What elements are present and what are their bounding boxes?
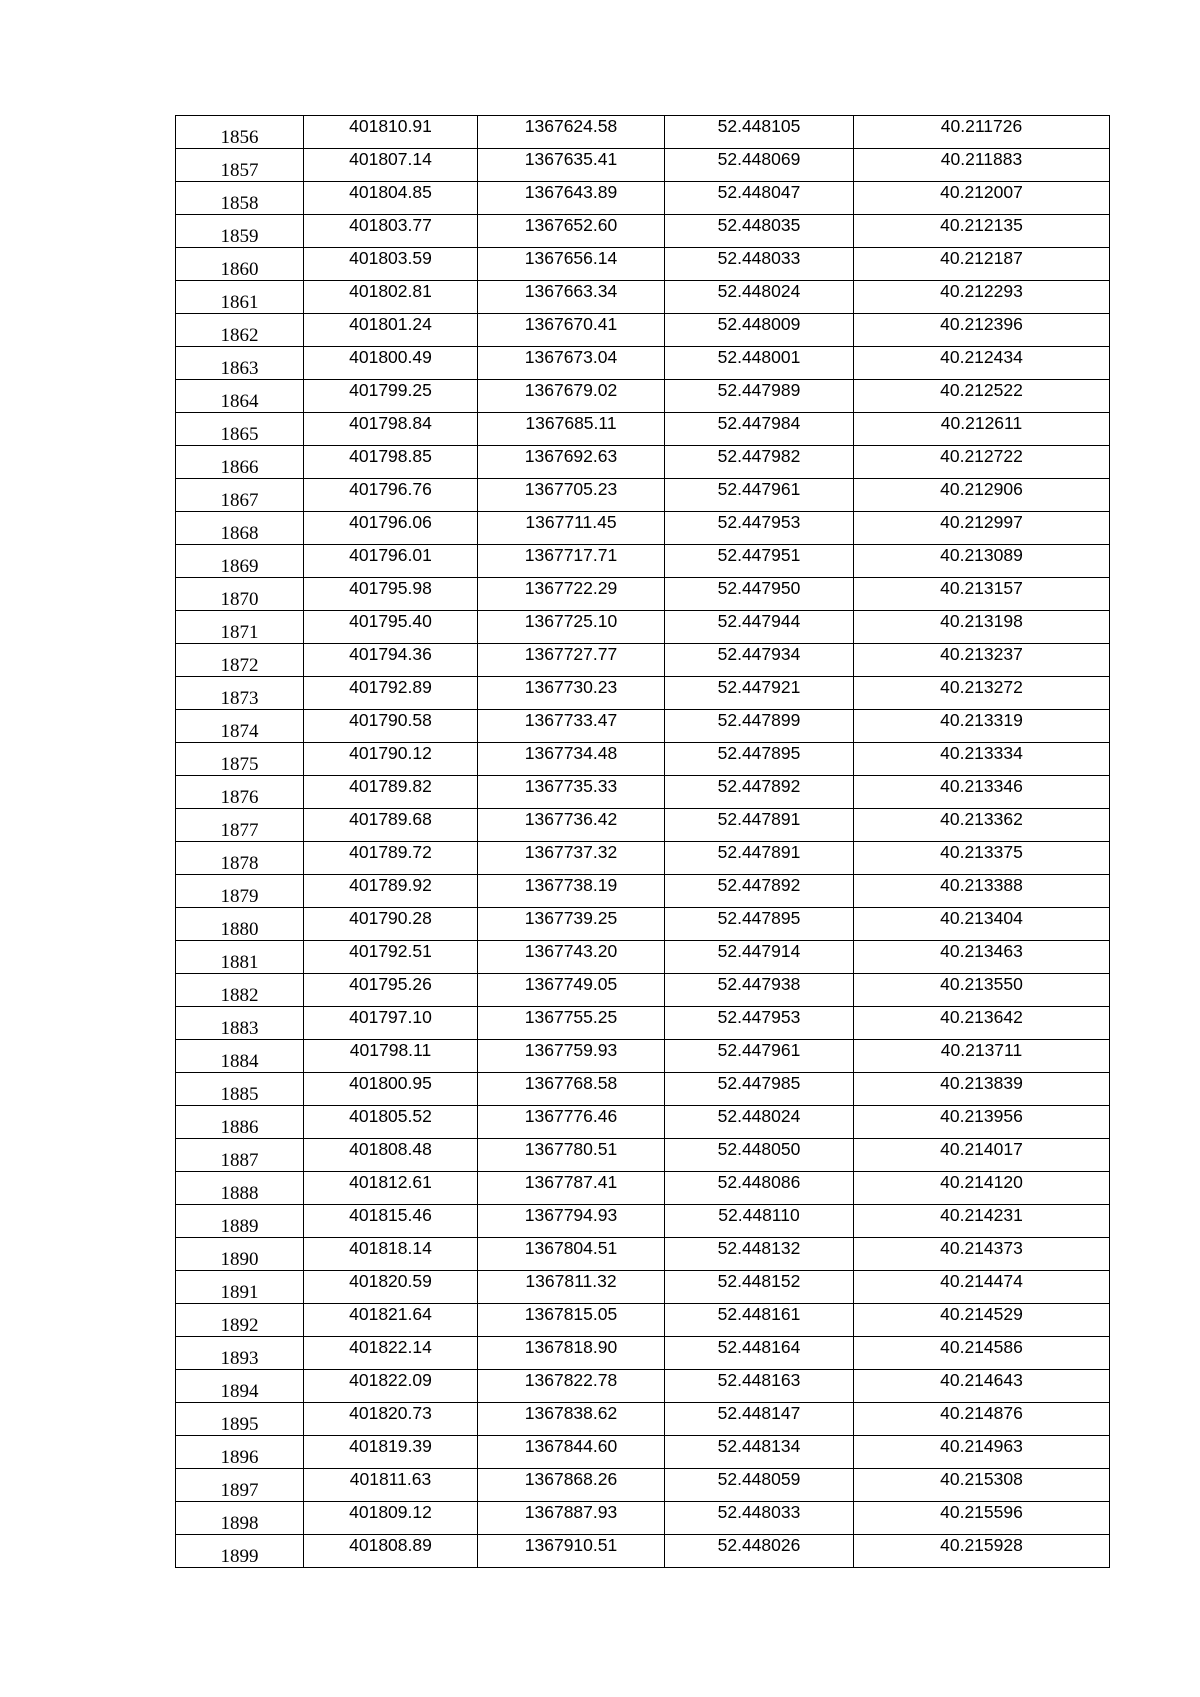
longitude-cell: 40.215308: [854, 1469, 1110, 1502]
coord-x-cell: 401815.46: [304, 1205, 478, 1238]
point-number-cell: 1861: [176, 281, 304, 314]
coord-y-cell: 1367635.41: [478, 149, 665, 182]
latitude-cell: 52.448050: [665, 1139, 854, 1172]
point-number-cell: 1865: [176, 413, 304, 446]
coord-y-cell: 1367663.34: [478, 281, 665, 314]
coord-x-cell: 401820.59: [304, 1271, 478, 1304]
longitude-cell: 40.213346: [854, 776, 1110, 809]
coord-x-cell: 401792.51: [304, 941, 478, 974]
coord-x-cell: 401821.64: [304, 1304, 478, 1337]
point-number-cell: 1869: [176, 545, 304, 578]
longitude-cell: 40.214963: [854, 1436, 1110, 1469]
point-number-cell: 1875: [176, 743, 304, 776]
point-number-cell: 1899: [176, 1535, 304, 1568]
table-row: [176, 1040, 1110, 1073]
latitude-cell: 52.448033: [665, 1502, 854, 1535]
table-row: [176, 149, 1110, 182]
table-row: [176, 1007, 1110, 1040]
point-number-cell: 1863: [176, 347, 304, 380]
latitude-cell: 52.447921: [665, 677, 854, 710]
coord-y-cell: 1367656.14: [478, 248, 665, 281]
table-row: [176, 1403, 1110, 1436]
coord-x-cell: 401805.52: [304, 1106, 478, 1139]
point-number-cell: 1864: [176, 380, 304, 413]
coord-y-cell: 1367743.20: [478, 941, 665, 974]
point-number-cell: 1898: [176, 1502, 304, 1535]
coord-y-cell: 1367815.05: [478, 1304, 665, 1337]
longitude-cell: 40.213334: [854, 743, 1110, 776]
point-number-cell: 1879: [176, 875, 304, 908]
table-row: [176, 578, 1110, 611]
table-row: [176, 1139, 1110, 1172]
point-number-cell: 1866: [176, 446, 304, 479]
latitude-cell: 52.448105: [665, 116, 854, 149]
latitude-cell: 52.447951: [665, 545, 854, 578]
table-row: [176, 974, 1110, 1007]
point-number-cell: 1894: [176, 1370, 304, 1403]
coord-y-cell: 1367838.62: [478, 1403, 665, 1436]
coord-y-cell: 1367725.10: [478, 611, 665, 644]
longitude-cell: 40.212611: [854, 413, 1110, 446]
longitude-cell: 40.212997: [854, 512, 1110, 545]
table-row: [176, 710, 1110, 743]
coord-x-cell: 401790.28: [304, 908, 478, 941]
point-number-cell: 1887: [176, 1139, 304, 1172]
point-number-cell: 1892: [176, 1304, 304, 1337]
latitude-cell: 52.447892: [665, 776, 854, 809]
coord-y-cell: 1367811.32: [478, 1271, 665, 1304]
latitude-cell: 52.448009: [665, 314, 854, 347]
coord-y-cell: 1367733.47: [478, 710, 665, 743]
latitude-cell: 52.448086: [665, 1172, 854, 1205]
point-number-cell: 1896: [176, 1436, 304, 1469]
point-number-cell: 1857: [176, 149, 304, 182]
point-number-cell: 1895: [176, 1403, 304, 1436]
latitude-cell: 52.447961: [665, 1040, 854, 1073]
coord-y-cell: 1367736.42: [478, 809, 665, 842]
coord-y-cell: 1367759.93: [478, 1040, 665, 1073]
coord-x-cell: 401808.48: [304, 1139, 478, 1172]
table-row: [176, 347, 1110, 380]
table-row: [176, 908, 1110, 941]
coord-y-cell: 1367730.23: [478, 677, 665, 710]
latitude-cell: 52.447895: [665, 743, 854, 776]
longitude-cell: 40.213157: [854, 578, 1110, 611]
coord-x-cell: 401797.10: [304, 1007, 478, 1040]
coord-x-cell: 401796.76: [304, 479, 478, 512]
point-number-cell: 1878: [176, 842, 304, 875]
longitude-cell: 40.212722: [854, 446, 1110, 479]
coord-x-cell: 401810.91: [304, 116, 478, 149]
table-row: [176, 1106, 1110, 1139]
latitude-cell: 52.448161: [665, 1304, 854, 1337]
point-number-cell: 1858: [176, 182, 304, 215]
point-number-cell: 1856: [176, 116, 304, 149]
coord-y-cell: 1367652.60: [478, 215, 665, 248]
table-row: [176, 182, 1110, 215]
longitude-cell: 40.213272: [854, 677, 1110, 710]
coord-x-cell: 401798.84: [304, 413, 478, 446]
table-row: [176, 1370, 1110, 1403]
coord-y-cell: 1367755.25: [478, 1007, 665, 1040]
table-row: [176, 644, 1110, 677]
latitude-cell: 52.447934: [665, 644, 854, 677]
coord-y-cell: 1367738.19: [478, 875, 665, 908]
table-row: [176, 1304, 1110, 1337]
latitude-cell: 52.447891: [665, 809, 854, 842]
coord-y-cell: 1367737.32: [478, 842, 665, 875]
latitude-cell: 52.447984: [665, 413, 854, 446]
coord-y-cell: 1367739.25: [478, 908, 665, 941]
longitude-cell: 40.214643: [854, 1370, 1110, 1403]
latitude-cell: 52.447914: [665, 941, 854, 974]
point-number-cell: 1880: [176, 908, 304, 941]
longitude-cell: 40.212396: [854, 314, 1110, 347]
table-row: [176, 1436, 1110, 1469]
longitude-cell: 40.215596: [854, 1502, 1110, 1535]
table-row: [176, 1238, 1110, 1271]
latitude-cell: 52.447961: [665, 479, 854, 512]
longitude-cell: 40.213362: [854, 809, 1110, 842]
table-row: [176, 512, 1110, 545]
longitude-cell: 40.213711: [854, 1040, 1110, 1073]
coord-x-cell: 401790.58: [304, 710, 478, 743]
longitude-cell: 40.213319: [854, 710, 1110, 743]
latitude-cell: 52.448035: [665, 215, 854, 248]
longitude-cell: 40.212293: [854, 281, 1110, 314]
coord-x-cell: 401796.06: [304, 512, 478, 545]
table-row: [176, 611, 1110, 644]
table-row: [176, 1205, 1110, 1238]
point-number-cell: 1860: [176, 248, 304, 281]
coord-x-cell: 401804.85: [304, 182, 478, 215]
coord-x-cell: 401822.09: [304, 1370, 478, 1403]
longitude-cell: 40.213375: [854, 842, 1110, 875]
point-number-cell: 1884: [176, 1040, 304, 1073]
coord-x-cell: 401792.89: [304, 677, 478, 710]
longitude-cell: 40.214373: [854, 1238, 1110, 1271]
point-number-cell: 1889: [176, 1205, 304, 1238]
coord-x-cell: 401794.36: [304, 644, 478, 677]
coord-y-cell: 1367679.02: [478, 380, 665, 413]
coord-x-cell: 401796.01: [304, 545, 478, 578]
longitude-cell: 40.213388: [854, 875, 1110, 908]
point-number-cell: 1886: [176, 1106, 304, 1139]
latitude-cell: 52.448001: [665, 347, 854, 380]
coord-x-cell: 401809.12: [304, 1502, 478, 1535]
coord-y-cell: 1367794.93: [478, 1205, 665, 1238]
latitude-cell: 52.448024: [665, 1106, 854, 1139]
coord-y-cell: 1367822.78: [478, 1370, 665, 1403]
latitude-cell: 52.447895: [665, 908, 854, 941]
latitude-cell: 52.448163: [665, 1370, 854, 1403]
table-row: [176, 1337, 1110, 1370]
point-number-cell: 1874: [176, 710, 304, 743]
table-row: [176, 446, 1110, 479]
longitude-cell: 40.213956: [854, 1106, 1110, 1139]
table-row: [176, 1271, 1110, 1304]
longitude-cell: 40.214586: [854, 1337, 1110, 1370]
coord-x-cell: 401795.40: [304, 611, 478, 644]
table-row: [176, 875, 1110, 908]
point-number-cell: 1888: [176, 1172, 304, 1205]
coord-y-cell: 1367673.04: [478, 347, 665, 380]
coord-y-cell: 1367780.51: [478, 1139, 665, 1172]
table-row: [176, 479, 1110, 512]
longitude-cell: 40.214876: [854, 1403, 1110, 1436]
longitude-cell: 40.213089: [854, 545, 1110, 578]
coord-x-cell: 401795.98: [304, 578, 478, 611]
point-number-cell: 1872: [176, 644, 304, 677]
point-number-cell: 1876: [176, 776, 304, 809]
coord-x-cell: 401790.12: [304, 743, 478, 776]
coord-x-cell: 401818.14: [304, 1238, 478, 1271]
latitude-cell: 52.448024: [665, 281, 854, 314]
coord-y-cell: 1367643.89: [478, 182, 665, 215]
coord-x-cell: 401789.68: [304, 809, 478, 842]
longitude-cell: 40.211883: [854, 149, 1110, 182]
point-number-cell: 1877: [176, 809, 304, 842]
longitude-cell: 40.212906: [854, 479, 1110, 512]
table-row: [176, 380, 1110, 413]
coord-x-cell: 401789.82: [304, 776, 478, 809]
coord-y-cell: 1367749.05: [478, 974, 665, 1007]
point-number-cell: 1870: [176, 578, 304, 611]
coord-x-cell: 401820.73: [304, 1403, 478, 1436]
coord-x-cell: 401800.49: [304, 347, 478, 380]
longitude-cell: 40.214120: [854, 1172, 1110, 1205]
latitude-cell: 52.448069: [665, 149, 854, 182]
table-row: [176, 941, 1110, 974]
table-row: [176, 413, 1110, 446]
coord-y-cell: 1367685.11: [478, 413, 665, 446]
coord-y-cell: 1367727.77: [478, 644, 665, 677]
table-row: [176, 842, 1110, 875]
point-number-cell: 1868: [176, 512, 304, 545]
longitude-cell: 40.212522: [854, 380, 1110, 413]
longitude-cell: 40.213550: [854, 974, 1110, 1007]
point-number-cell: 1897: [176, 1469, 304, 1502]
coord-x-cell: 401798.11: [304, 1040, 478, 1073]
latitude-cell: 52.447892: [665, 875, 854, 908]
latitude-cell: 52.448152: [665, 1271, 854, 1304]
table-row: [176, 1172, 1110, 1205]
table-row: [176, 1469, 1110, 1502]
longitude-cell: 40.214017: [854, 1139, 1110, 1172]
longitude-cell: 40.212187: [854, 248, 1110, 281]
latitude-cell: 52.447953: [665, 512, 854, 545]
table-row: [176, 1535, 1110, 1568]
longitude-cell: 40.214231: [854, 1205, 1110, 1238]
coord-y-cell: 1367887.93: [478, 1502, 665, 1535]
coord-y-cell: 1367776.46: [478, 1106, 665, 1139]
point-number-cell: 1893: [176, 1337, 304, 1370]
table-row: [176, 545, 1110, 578]
longitude-cell: 40.213237: [854, 644, 1110, 677]
longitude-cell: 40.213198: [854, 611, 1110, 644]
point-number-cell: 1862: [176, 314, 304, 347]
coord-x-cell: 401800.95: [304, 1073, 478, 1106]
latitude-cell: 52.448147: [665, 1403, 854, 1436]
point-number-cell: 1883: [176, 1007, 304, 1040]
table-row: [176, 248, 1110, 281]
latitude-cell: 52.448047: [665, 182, 854, 215]
latitude-cell: 52.447989: [665, 380, 854, 413]
point-number-cell: 1891: [176, 1271, 304, 1304]
coord-y-cell: 1367624.58: [478, 116, 665, 149]
longitude-cell: 40.213642: [854, 1007, 1110, 1040]
point-number-cell: 1881: [176, 941, 304, 974]
coordinates-table: [175, 115, 1110, 1568]
point-number-cell: 1859: [176, 215, 304, 248]
latitude-cell: 52.447944: [665, 611, 854, 644]
latitude-cell: 52.448026: [665, 1535, 854, 1568]
coord-x-cell: 401795.26: [304, 974, 478, 1007]
coord-y-cell: 1367844.60: [478, 1436, 665, 1469]
coord-x-cell: 401802.81: [304, 281, 478, 314]
point-number-cell: 1885: [176, 1073, 304, 1106]
coord-y-cell: 1367735.33: [478, 776, 665, 809]
latitude-cell: 52.448059: [665, 1469, 854, 1502]
table-row: [176, 776, 1110, 809]
coord-x-cell: 401822.14: [304, 1337, 478, 1370]
latitude-cell: 52.447938: [665, 974, 854, 1007]
latitude-cell: 52.448033: [665, 248, 854, 281]
coord-y-cell: 1367804.51: [478, 1238, 665, 1271]
coord-y-cell: 1367910.51: [478, 1535, 665, 1568]
coord-y-cell: 1367768.58: [478, 1073, 665, 1106]
table-row: [176, 281, 1110, 314]
latitude-cell: 52.447985: [665, 1073, 854, 1106]
longitude-cell: 40.212434: [854, 347, 1110, 380]
point-number-cell: 1867: [176, 479, 304, 512]
coord-y-cell: 1367787.41: [478, 1172, 665, 1205]
longitude-cell: 40.214529: [854, 1304, 1110, 1337]
coord-x-cell: 401808.89: [304, 1535, 478, 1568]
table-row: [176, 809, 1110, 842]
coordinates-table-body: [176, 116, 1110, 1568]
coord-y-cell: 1367722.29: [478, 578, 665, 611]
latitude-cell: 52.447953: [665, 1007, 854, 1040]
coord-y-cell: 1367868.26: [478, 1469, 665, 1502]
coord-x-cell: 401789.92: [304, 875, 478, 908]
coord-y-cell: 1367705.23: [478, 479, 665, 512]
coord-x-cell: 401812.61: [304, 1172, 478, 1205]
table-row: [176, 1073, 1110, 1106]
table-row: [176, 743, 1110, 776]
table-row: [176, 116, 1110, 149]
coord-x-cell: 401798.85: [304, 446, 478, 479]
coord-x-cell: 401803.59: [304, 248, 478, 281]
latitude-cell: 52.447891: [665, 842, 854, 875]
longitude-cell: 40.212135: [854, 215, 1110, 248]
coord-y-cell: 1367711.45: [478, 512, 665, 545]
coord-y-cell: 1367692.63: [478, 446, 665, 479]
longitude-cell: 40.213839: [854, 1073, 1110, 1106]
latitude-cell: 52.448134: [665, 1436, 854, 1469]
longitude-cell: 40.212007: [854, 182, 1110, 215]
longitude-cell: 40.215928: [854, 1535, 1110, 1568]
latitude-cell: 52.448164: [665, 1337, 854, 1370]
longitude-cell: 40.211726: [854, 116, 1110, 149]
coord-x-cell: 401803.77: [304, 215, 478, 248]
latitude-cell: 52.448132: [665, 1238, 854, 1271]
point-number-cell: 1890: [176, 1238, 304, 1271]
latitude-cell: 52.447899: [665, 710, 854, 743]
latitude-cell: 52.447982: [665, 446, 854, 479]
coord-x-cell: 401819.39: [304, 1436, 478, 1469]
coord-x-cell: 401811.63: [304, 1469, 478, 1502]
coord-y-cell: 1367670.41: [478, 314, 665, 347]
table-row: [176, 215, 1110, 248]
coord-y-cell: 1367818.90: [478, 1337, 665, 1370]
table-row: [176, 677, 1110, 710]
point-number-cell: 1871: [176, 611, 304, 644]
coord-x-cell: 401801.24: [304, 314, 478, 347]
coord-x-cell: 401807.14: [304, 149, 478, 182]
coord-x-cell: 401789.72: [304, 842, 478, 875]
coord-x-cell: 401799.25: [304, 380, 478, 413]
latitude-cell: 52.448110: [665, 1205, 854, 1238]
longitude-cell: 40.213463: [854, 941, 1110, 974]
coord-y-cell: 1367717.71: [478, 545, 665, 578]
longitude-cell: 40.213404: [854, 908, 1110, 941]
longitude-cell: 40.214474: [854, 1271, 1110, 1304]
point-number-cell: 1882: [176, 974, 304, 1007]
table-row: [176, 1502, 1110, 1535]
point-number-cell: 1873: [176, 677, 304, 710]
latitude-cell: 52.447950: [665, 578, 854, 611]
coord-y-cell: 1367734.48: [478, 743, 665, 776]
table-row: [176, 314, 1110, 347]
